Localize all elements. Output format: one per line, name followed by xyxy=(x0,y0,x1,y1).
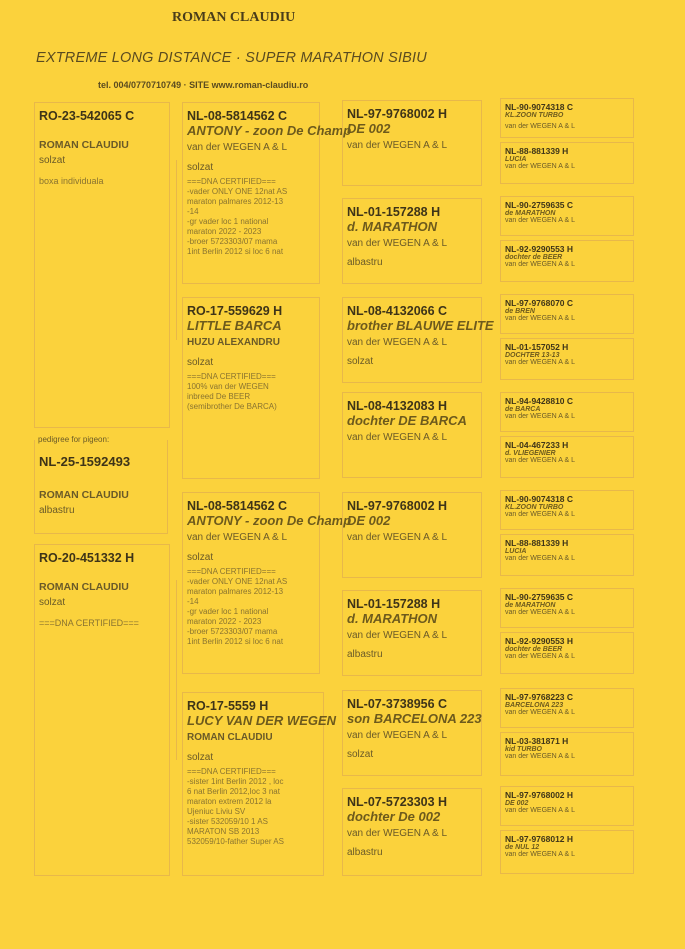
g4-ring: NL-90-2759635 C xyxy=(505,200,574,210)
g3-color: solzat xyxy=(347,749,374,760)
g2-color: solzat xyxy=(187,552,214,563)
g4-box-6 xyxy=(500,338,634,380)
g3-ring: NL-08-4132066 C xyxy=(347,304,448,318)
g4-ring: NL-97-9768070 C xyxy=(505,298,574,308)
g3-ring: NL-07-3738956 C xyxy=(347,697,448,711)
g2-color: solzat xyxy=(187,752,214,763)
sire-ring: RO-23-542065 C xyxy=(39,109,135,123)
g4-ring: NL-01-157052 H xyxy=(505,342,569,352)
g2-owner: ROMAN CLAUDIU xyxy=(187,732,273,743)
g4-ring: NL-92-9290553 H xyxy=(505,636,574,646)
g4-box-12 xyxy=(500,632,634,674)
g2-box-1 xyxy=(182,102,352,284)
g4-ring: NL-03-381871 H xyxy=(505,736,569,746)
g4-name: de BREN xyxy=(505,308,535,315)
g4-owner: van der WEGEN A & L xyxy=(505,315,576,322)
g3-name: dochter De 002 xyxy=(347,809,441,824)
g3-owner: van der WEGEN A & L xyxy=(347,140,448,151)
g4-owner: van der WEGEN A & L xyxy=(505,359,576,366)
g4-owner: van der WEGEN A & L xyxy=(505,457,576,464)
g4-ring: NL-92-9290553 H xyxy=(505,244,574,254)
g4-ring: NL-94-9428810 C xyxy=(505,396,574,406)
g4-ring: NL-97-9768002 H xyxy=(505,790,574,800)
g4-ring: NL-90-9074318 C xyxy=(505,494,574,504)
g3-ring: NL-08-4132083 H xyxy=(347,399,448,413)
g4-owner: van der WEGEN A & L xyxy=(505,807,576,814)
g4-name: BARCELONA 223 xyxy=(505,702,564,709)
sire-owner: ROMAN CLAUDIU xyxy=(39,139,129,151)
g2-note: ===DNA CERTIFIED=== -vader ONLY ONE 12nat AS maraton palmares 2012-13 -14 -gr vader loc 1 national maraton 2022 - 2023 -broer 5723303/07 mama 1int Berlin 2012 si loc 6 nat xyxy=(187,177,288,256)
g3-owner: van der WEGEN A & L xyxy=(347,432,448,443)
g4-owner: van der WEGEN A & L xyxy=(505,851,576,858)
sire-color: solzat xyxy=(39,155,66,166)
g3-color: albastru xyxy=(347,257,383,268)
g2-ring: RO-17-559629 H xyxy=(187,304,283,318)
sire-note: boxa individuala xyxy=(39,176,104,186)
connector-line xyxy=(176,580,177,760)
g2-name: LUCY VAN DER WEGEN xyxy=(187,713,337,728)
g2-name: LITTLE BARCA xyxy=(187,318,282,333)
g4-box-5 xyxy=(500,294,634,334)
g3-name: dochter DE BARCA xyxy=(347,413,467,428)
g3-box-3 xyxy=(342,297,494,383)
g4-owner: van der WEGEN A & L xyxy=(505,123,576,130)
dam-color: solzat xyxy=(39,597,66,608)
g4-box-13 xyxy=(500,688,634,728)
g4-owner: van der WEGEN A & L xyxy=(505,413,576,420)
g4-box-10 xyxy=(500,534,634,576)
g2-note: ===DNA CERTIFIED=== -vader ONLY ONE 12nat AS maraton palmares 2012-13 -14 -gr vader loc 1 national maraton 2022 - 2023 -broer 5723303/07 mama 1int Berlin 2012 si loc 6 nat xyxy=(187,567,288,646)
contact-line: tel. 004/0770710749 · SITE www.roman-claudiu.ro xyxy=(98,80,309,90)
g4-owner: van der WEGEN A & L xyxy=(505,653,576,660)
g2-color: solzat xyxy=(187,162,214,173)
g3-owner: van der WEGEN A & L xyxy=(347,630,448,641)
g3-color: albastru xyxy=(347,649,383,660)
g4-ring: NL-04-467233 H xyxy=(505,440,569,450)
g4-box-3 xyxy=(500,196,634,236)
g2-box-3 xyxy=(182,492,352,674)
g3-ring: NL-07-5723303 H xyxy=(347,795,448,809)
g4-name: de BARCA xyxy=(505,406,541,413)
g2-box-4 xyxy=(182,692,337,876)
g3-name: d. MARATHON xyxy=(347,611,438,626)
g3-name: DE 002 xyxy=(347,513,391,528)
g4-owner: van der WEGEN A & L xyxy=(505,261,576,268)
g2-name: ANTONY - zoon De Champ xyxy=(187,513,352,528)
connector-line xyxy=(176,160,177,340)
g4-box-8 xyxy=(500,436,634,478)
g3-color: solzat xyxy=(347,356,374,367)
g3-owner: van der WEGEN A & L xyxy=(347,337,448,348)
g3-box-8 xyxy=(342,788,482,876)
g4-ring: NL-97-9768012 H xyxy=(505,834,574,844)
g2-owner: van der WEGEN A & L xyxy=(187,532,288,543)
dam-note: ===DNA CERTIFIED=== xyxy=(39,618,139,628)
g4-name: kid TURBO xyxy=(505,746,542,753)
g4-box-15 xyxy=(500,786,634,826)
g4-name: dochter de BEER xyxy=(505,646,563,653)
dam-owner: ROMAN CLAUDIU xyxy=(39,581,129,593)
g4-box-7 xyxy=(500,392,634,432)
g3-ring: NL-97-9768002 H xyxy=(347,499,448,513)
g3-ring: NL-01-157288 H xyxy=(347,205,441,219)
g2-owner: HUZU ALEXANDRU xyxy=(187,337,280,348)
g3-name: son BARCELONA 223 xyxy=(347,711,482,726)
g4-ring: NL-90-2759635 C xyxy=(505,592,574,602)
g3-box-2 xyxy=(342,198,482,284)
g2-note: ===DNA CERTIFIED=== -sister 1int Berlin 2012 , loc 6 nat Berlin 2012,loc 3 nat maraton extrem 2012 la Ujeniuc Liviu SV -sister 532059/10 1 AS MARATON SB 2013 532059/10-father Super AS xyxy=(187,767,284,846)
g4-name: KL.ZOON TURBO xyxy=(505,504,564,511)
g4-name: de MARATHON xyxy=(505,210,556,217)
pigeon-color: albastru xyxy=(39,505,75,516)
g4-name: dochter de BEER xyxy=(505,254,563,261)
g4-name: d. VLIEGENIER xyxy=(505,450,556,457)
g4-owner: van der WEGEN A & L xyxy=(505,555,576,562)
g4-name: de MARATHON xyxy=(505,602,556,609)
g2-color: solzat xyxy=(187,357,214,368)
g4-ring: NL-90-9074318 C xyxy=(505,102,574,112)
g3-name: brother BLAUWE ELITE xyxy=(347,318,494,333)
g4-name: de NUL 12 xyxy=(505,844,540,851)
g4-owner: van der WEGEN A & L xyxy=(505,217,576,224)
g4-owner: van der WEGEN A & L xyxy=(505,511,576,518)
g4-name: LUCIA xyxy=(505,156,527,163)
dam-ring: RO-20-451332 H xyxy=(39,551,135,565)
g4-box-11 xyxy=(500,588,634,628)
g4-name: DE 002 xyxy=(505,800,529,807)
g3-box-7 xyxy=(342,690,482,776)
g3-box-6 xyxy=(342,590,482,676)
g3-box-4 xyxy=(342,392,482,478)
g2-ring: RO-17-5559 H xyxy=(187,699,269,713)
g4-name: LUCIA xyxy=(505,548,527,555)
g3-name: d. MARATHON xyxy=(347,219,438,234)
g3-box-5 xyxy=(342,492,482,578)
g4-owner: van der WEGEN A & L xyxy=(505,709,576,716)
g4-owner: van der WEGEN A & L xyxy=(505,163,576,170)
g4-box-4 xyxy=(500,240,634,282)
sire-box xyxy=(34,102,170,428)
g2-box-2 xyxy=(182,297,320,479)
g3-owner: van der WEGEN A & L xyxy=(347,828,448,839)
g3-owner: van der WEGEN A & L xyxy=(347,730,448,741)
g4-box-16 xyxy=(500,830,634,874)
g4-ring: NL-97-9768223 C xyxy=(505,692,574,702)
pigeon-ring: NL-25-1592493 xyxy=(39,454,131,469)
g3-ring: NL-01-157288 H xyxy=(347,597,441,611)
g4-name: KL.ZOON TURBO xyxy=(505,112,564,119)
pigeon-box xyxy=(34,440,168,534)
g2-ring: NL-08-5814562 C xyxy=(187,499,288,513)
g4-box-1 xyxy=(500,98,634,138)
g4-owner: van der WEGEN A & L xyxy=(505,609,576,616)
g4-name: DOCHTER 13-13 xyxy=(505,352,560,359)
pigeon-owner: ROMAN CLAUDIU xyxy=(39,489,129,501)
g3-owner: van der WEGEN A & L xyxy=(347,532,448,543)
g3-box-1 xyxy=(342,100,482,186)
g2-note: ===DNA CERTIFIED=== 100% van der WEGEN inbreed De BEER (semibrother De BARCA) xyxy=(187,372,277,411)
g3-owner: van der WEGEN A & L xyxy=(347,238,448,249)
g4-box-2 xyxy=(500,142,634,184)
g4-ring: NL-88-881339 H xyxy=(505,146,569,156)
pedigree-label: pedigree for pigeon: xyxy=(38,435,110,444)
g2-ring: NL-08-5814562 C xyxy=(187,109,288,123)
g4-box-14 xyxy=(500,732,634,776)
g3-color: albastru xyxy=(347,847,383,858)
g4-box-9 xyxy=(500,490,634,530)
subtitle: EXTREME LONG DISTANCE · SUPER MARATHON SIBIU xyxy=(36,50,427,66)
g4-ring: NL-88-881339 H xyxy=(505,538,569,548)
breeder-title: ROMAN CLAUDIU xyxy=(172,10,296,25)
g2-owner: van der WEGEN A & L xyxy=(187,142,288,153)
dam-box xyxy=(34,544,170,876)
g2-name: ANTONY - zoon De Champ xyxy=(187,123,352,138)
g4-owner: van der WEGEN A & L xyxy=(505,753,576,760)
g3-ring: NL-97-9768002 H xyxy=(347,107,448,121)
g3-name: DE 002 xyxy=(347,121,391,136)
